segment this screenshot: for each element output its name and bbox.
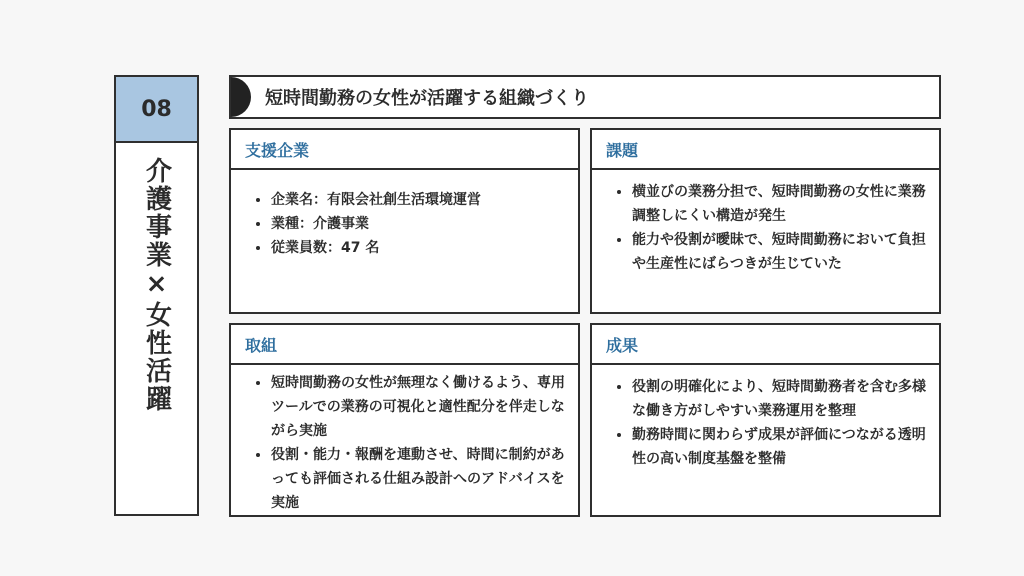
case-number: 08 [116, 77, 197, 143]
issue-list [592, 170, 939, 276]
list-item: • 役割の明確化により、短時間勤務者を含む多様な働き方がしやすい業務運用を整理 [632, 375, 929, 423]
list-item: • 短時間勤務の女性が無理なく働けるよう、専用ツールでの業務の可視化と適性配分を伴走しながら実施 [271, 371, 568, 443]
list-item: • 勤務時間に関わらず成果が評価につながる透明性の高い制度基盤を整備 [632, 423, 929, 471]
category-label: 介護事業×女性活躍 [141, 157, 172, 413]
result-card [590, 323, 941, 517]
issue-heading: 課題 [592, 130, 939, 170]
result-list [592, 365, 939, 471]
issue-card [590, 128, 941, 314]
support-heading: 支援企業 [231, 130, 578, 170]
list-item: • 従業員数：47 名 [271, 236, 578, 260]
list-item: • 役割・能力・報酬を連動させ、時間に制約があっても評価される仕組み設計へのアドバイスを実施 [271, 443, 568, 515]
list-item: • 能力や役割が曖昧で、短時間勤務において負担や生産性にばらつきが生じていた [632, 228, 929, 276]
list-item: • 企業名：有限会社創生活環境運営 [271, 188, 578, 212]
page-title: 短時間勤務の女性が活躍する組織づくり [265, 88, 589, 109]
category-panel [114, 75, 199, 516]
effort-card [229, 323, 580, 517]
title-bar [229, 75, 941, 119]
support-company-card [229, 128, 580, 314]
effort-list [231, 365, 578, 515]
title-accent-shape [231, 77, 251, 117]
list-item: • 業種：介護事業 [271, 212, 578, 236]
result-heading: 成果 [592, 325, 939, 365]
effort-heading: 取組 [231, 325, 578, 365]
list-item: • 横並びの業務分担で、短時間勤務の女性に業務調整しにくい構造が発生 [632, 180, 929, 228]
support-list [231, 170, 578, 260]
